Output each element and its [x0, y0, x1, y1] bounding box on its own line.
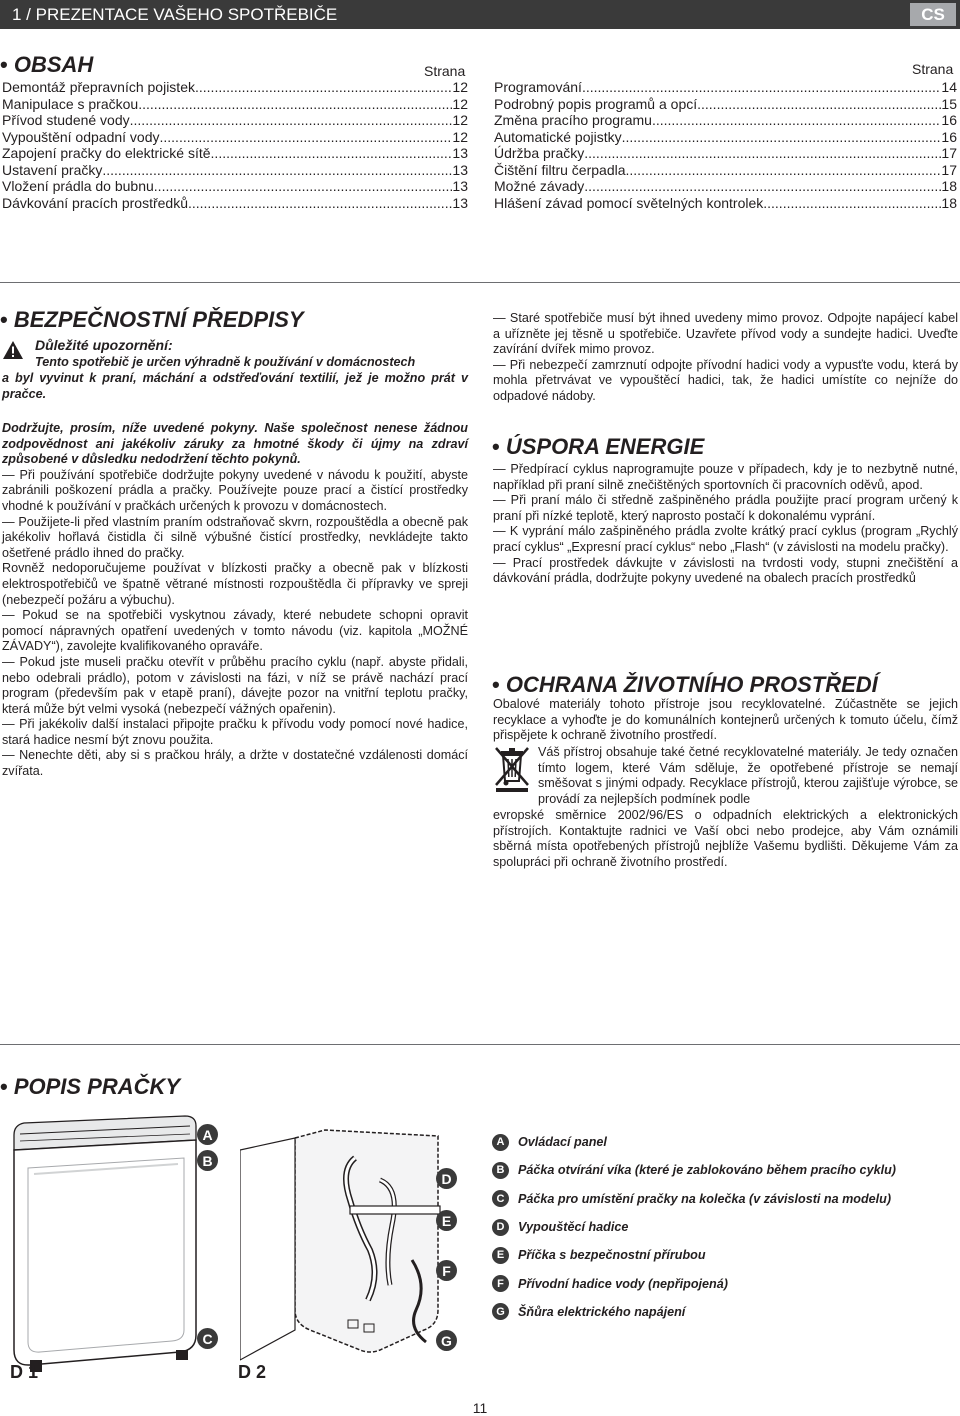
energy-heading: • ÚSPORA ENERGIE: [492, 434, 705, 459]
toc-entry-title: Dávkování pracích prostředků: [2, 194, 188, 211]
warning-rest: a byl vyvinut k praní, máchání a odstřeďování textilií, jež je možno prát v pračce.: [2, 371, 468, 401]
toc-leader-dots: [626, 162, 942, 179]
washer-front-illustration: [0, 1110, 230, 1380]
toc-entry-page: 18: [941, 194, 957, 211]
legend-text: Páčka pro umístění pračky na kolečka (v závislosti na modelu): [518, 1191, 892, 1206]
toc-entry[interactable]: [2, 178, 468, 195]
toc-entry[interactable]: [494, 162, 957, 179]
legend-item: [492, 1213, 958, 1241]
toc-entry-page: 13: [452, 194, 468, 211]
legend-item: [492, 1128, 958, 1156]
toc-leader-dots: [697, 96, 941, 113]
label-c: C: [197, 1328, 218, 1349]
safety-p3: Rovněž nedoporučujeme používat v blízkosti pračky a obecně pak v blízkosti elektrospotřebičů ve špatně větrané místnosti rozpouštědla či přípravky ve spreji (nebezpečí požáru a výbuchu).: [2, 561, 468, 607]
language-badge: CS: [910, 3, 956, 26]
liability-note: Naše společnost nenese žádnou zodpovědnost ani jakékoliv záruky za hmotné škody či újmy na zdraví způsobené v důsledku nedodržení těchto pokynů.: [2, 421, 468, 467]
environment-p2: Váš přístroj obsahuje také četné recyklovatelné materiály. Je tedy označen tímto logem, které Vám sděluje, že opotřebené přístroje se nemají směšovat s jinými odpady. Recyklace přístrojů, kterou zajišťuje výrobce, se provádí za nejlepších podmínek podle: [538, 745, 958, 806]
legend-text: Příčka s bezpečnostní přírubou: [518, 1248, 706, 1263]
legend-key-badge: C: [492, 1190, 509, 1207]
legend-key-badge: D: [492, 1219, 509, 1236]
safety-p1b: Používejte pouze prací a čistící prostředky vhodné k používání v pračkách určených k provozu v domácnostech.: [2, 483, 468, 513]
toc-leader-dots: [652, 112, 941, 129]
legend-key-badge: F: [492, 1275, 509, 1292]
safety-p1a: — Při používání spotřebiče dodržujte pokyny uvedené v návodu k použití, abyste zabránili poškození prádla a pračky.: [2, 467, 468, 498]
legend-item: [492, 1185, 958, 1213]
right-p2: — Při nebezpečí zamrznutí odpojte přívodní hadici vody a vypusťte vodu, která by mohla přetrvávat ve vypouštěcí hadici, tak, že hadici umístíte co nejníže do odpadové nádoby.: [493, 357, 958, 403]
toc-entry[interactable]: [494, 145, 957, 162]
toc-entry-page: 15: [941, 95, 957, 112]
toc-leader-dots: [763, 195, 941, 212]
toc-entry-title: Změna pracího programu: [494, 112, 652, 128]
toc-entry-page: 18: [941, 178, 957, 194]
description-heading: • POPIS PRAČKY: [0, 1074, 181, 1099]
follow-instructions: Dodržujte, prosím, níže uvedené pokyny.: [2, 421, 258, 435]
environment-p3: evropské směrnice 2002/96/ES o odpadních elektrických a elektronických přístrojích. Kontaktujte radnici ve Vaší obci nebo prodejce, aby Vám oznámili sběrná místa opotřebených přístrojů nejblíže Vašemu bydlišti. Děkujeme Vám za spolupráci při ochraně životního prostředí.: [493, 808, 958, 869]
energy-body: [493, 462, 958, 587]
toc-leader-dots: [584, 178, 941, 195]
legend-key-badge: A: [492, 1134, 509, 1151]
toc-entry[interactable]: [494, 129, 957, 146]
label-d: D: [436, 1168, 457, 1189]
toc-entry[interactable]: [494, 79, 957, 96]
label-f: F: [436, 1260, 457, 1281]
page-number: 11: [472, 1400, 488, 1416]
legend-item: [492, 1241, 958, 1269]
toc-entry-title: Možné závady: [494, 178, 585, 194]
toc-entry-title: Údržba pračky: [494, 145, 585, 161]
toc-entry-page: 12: [452, 79, 468, 95]
toc-entry[interactable]: [2, 79, 468, 96]
label-b: B: [197, 1150, 218, 1171]
toc-entry-page: 13: [452, 178, 468, 194]
warning-icon: [2, 340, 24, 360]
toc-entry-page: 13: [452, 161, 468, 178]
toc-leader-dots: [160, 129, 453, 146]
toc-entry-page: 14: [941, 79, 957, 95]
toc-left-list: [2, 79, 468, 211]
toc-entry-title: Čištění filtru čerpadla: [494, 161, 626, 178]
toc-leader-dots: [130, 112, 453, 129]
toc-entry-page: 16: [941, 128, 957, 145]
legend-text: Vypouštěcí hadice: [518, 1220, 629, 1235]
toc-heading: • OBSAH: [0, 52, 94, 77]
energy-p2: — Při praní málo či středně zašpiněného prádla použijte prací program určený k praní při nízké teplotě, který naprosto postačí k dokonalému vyprání.: [493, 493, 958, 523]
toc-leader-dots: [154, 178, 453, 195]
toc-entry-page: 12: [452, 112, 468, 128]
toc-entry-title: Demontáž přepravních pojistek: [2, 79, 195, 95]
energy-p4: — Prací prostředek dávkujte v závislosti na tvrdosti vody, stupni znečištění a dávkování prádla, dodržujte pokyny uvedené na obalech pracích prostředků: [493, 555, 958, 586]
warning-first-line: Tento spotřebič je určen výhradně k používání v domácnostech: [35, 355, 416, 369]
toc-entry[interactable]: [494, 112, 957, 129]
toc-entry[interactable]: [2, 162, 468, 179]
toc-entry-title: Přívod studené vody: [2, 112, 130, 128]
toc-entry-page: 12: [452, 128, 468, 145]
toc-entry[interactable]: [494, 195, 957, 212]
toc-leader-dots: [211, 145, 453, 162]
safety-heading: • BEZPEČNOSTNÍ PŘEDPISY: [0, 307, 304, 332]
crossed-bin-icon: [493, 745, 531, 793]
toc-entry[interactable]: [2, 145, 468, 162]
figure-d1-label: D 1: [10, 1362, 39, 1382]
toc-entry[interactable]: [2, 195, 468, 212]
toc-entry-page: 17: [941, 161, 957, 178]
header-title: 1 / PREZENTACE VAŠEHO SPOTŘEBIČE: [12, 5, 338, 24]
right-p1: — Staré spotřebiče musí být ihned uvedeny mimo provoz. Odpojte napájecí kabel a uřízněte jej těsně u spotřebiče. Uzavřete přívod vody a sundejte hadici. Uveďte zavírání dvířek mimo provoz.: [493, 311, 958, 357]
right-col-top: [493, 311, 958, 405]
warning-title: Důležité upozornění:: [35, 337, 173, 353]
figure-d2-label: D 2: [238, 1362, 267, 1382]
label-g: G: [436, 1330, 457, 1351]
toc-entry[interactable]: [494, 96, 957, 113]
toc-leader-dots: [195, 79, 452, 96]
toc-entry-title: Hlášení závad pomocí světelných kontrolek: [494, 194, 764, 211]
legend-key-badge: E: [492, 1247, 509, 1264]
divider-bottom: [0, 1044, 960, 1045]
legend-key-badge: G: [492, 1303, 509, 1320]
legend-text: Šňůra elektrického napájení: [518, 1304, 686, 1319]
environment-heading: • OCHRANA ŽIVOTNÍHO PROSTŘEDÍ: [492, 672, 878, 697]
safety-p7: — Nenechte děti, aby si s pračkou hrály, a držte v dostatečné vzdálenosti domácí zvířata.: [2, 748, 468, 779]
legend-text: Ovládací panel: [518, 1135, 607, 1150]
divider-top: [0, 282, 960, 283]
toc-strana-right: Strana: [912, 61, 954, 77]
toc-entry-page: 12: [452, 95, 468, 112]
toc-entry-title: Vložení prádla do bubnu: [2, 178, 154, 194]
toc-leader-dots: [622, 129, 942, 146]
toc-entry-title: Vypouštění odpadní vody: [2, 128, 160, 145]
toc-leader-dots: [582, 79, 941, 96]
legend-text: Páčka otvírání víka (které je zablokováno během pracího cyklu): [518, 1163, 896, 1178]
label-a: A: [197, 1124, 218, 1145]
toc-entry-title: Automatické pojistky: [494, 128, 622, 145]
toc-entry-title: Zapojení pračky do elektrické sítě: [2, 145, 211, 161]
label-e: E: [436, 1210, 457, 1231]
toc-entry[interactable]: [2, 129, 468, 146]
safety-p6: — Při jakékoliv další instalaci připojte pračku k přívodu vody pomocí nové hadice, stará hadice nesmí být znovu použita.: [2, 717, 468, 747]
toc-entry-title: Podrobný popis programů a opcí: [494, 95, 698, 112]
toc-entry[interactable]: [2, 96, 468, 113]
legend-text: Přívodní hadice vody (nepřipojená): [518, 1276, 728, 1291]
toc-entry-page: 17: [941, 145, 957, 161]
toc-entry-page: 13: [452, 145, 468, 161]
toc-strana-left: Strana: [424, 63, 466, 79]
toc-leader-dots: [584, 145, 941, 162]
environment-p1: Obalové materiály tohoto přístroje jsou recyklovatelné. Zúčastněte se jejich recyklace a vyhoďte je do komunálních kontejnerů určených k tomuto účelu, čímž přispějete k ochraně životního prostředí.: [493, 697, 958, 743]
safety-p5: — Pokud jste museli pračku otevřít v průběhu pracího cyklu (např. abyste přidali, nebo odebrali prádlo), potom v závislosti na fázi, v níž se právě nachází prací program (především pak v etapě praní), dávejte pozor na vnitřní teplotu pračky, která může být velmi vysoká (nebezpečí vážných opařenin).: [2, 654, 468, 716]
legend-item: [492, 1298, 958, 1326]
parts-legend: [492, 1128, 958, 1326]
energy-p1: — Předpírací cyklus naprogramujte pouze v případech, kdy je to nezbytně nutné, například při praní silně znečištěných sportovních či pracovních oděvů, apod.: [493, 462, 958, 492]
toc-leader-dots: [102, 162, 452, 179]
safety-p4: — Pokud se na spotřebiči vyskytnou závady, které nebudete schopni opravit pomocí nápravných opatření uvedených v tomto návodu (viz. kapitola „MOŽNÉ ZÁVADY“), zavolejte kvalifikovaného opraváře.: [2, 608, 468, 654]
energy-p3: — K vyprání málo zašpiněného prádla zvolte krátký prací cyklus (program „Rychlý prací cyklus“ „Expresní prací cyklus“ nebo „Flash“ (v závislosti na modelu pračky).: [493, 524, 958, 554]
toc-right-list: [494, 79, 957, 211]
toc-entry-title: Ustavení pračky: [2, 161, 103, 178]
toc-entry[interactable]: [494, 178, 957, 195]
toc-entry-title: Programování: [494, 79, 582, 95]
safety-p2: — Použijete-li před vlastním praním odstraňovač skvrn, rozpouštědla a obecně pak jakékoliv hořlavá čistidla či silně výbušné čistící prostředky, nevkládejte takto ošetřené prádlo ihned do pračky.: [2, 514, 468, 560]
toc-leader-dots: [188, 195, 452, 212]
toc-leader-dots: [138, 96, 452, 113]
toc-entry-title: Manipulace s pračkou: [2, 95, 139, 112]
legend-key-badge: B: [492, 1162, 509, 1179]
toc-entry[interactable]: [2, 112, 468, 129]
legend-item: [492, 1269, 958, 1297]
safety-body: [2, 421, 468, 780]
toc-entry-page: 16: [941, 112, 957, 128]
legend-item: [492, 1156, 958, 1184]
